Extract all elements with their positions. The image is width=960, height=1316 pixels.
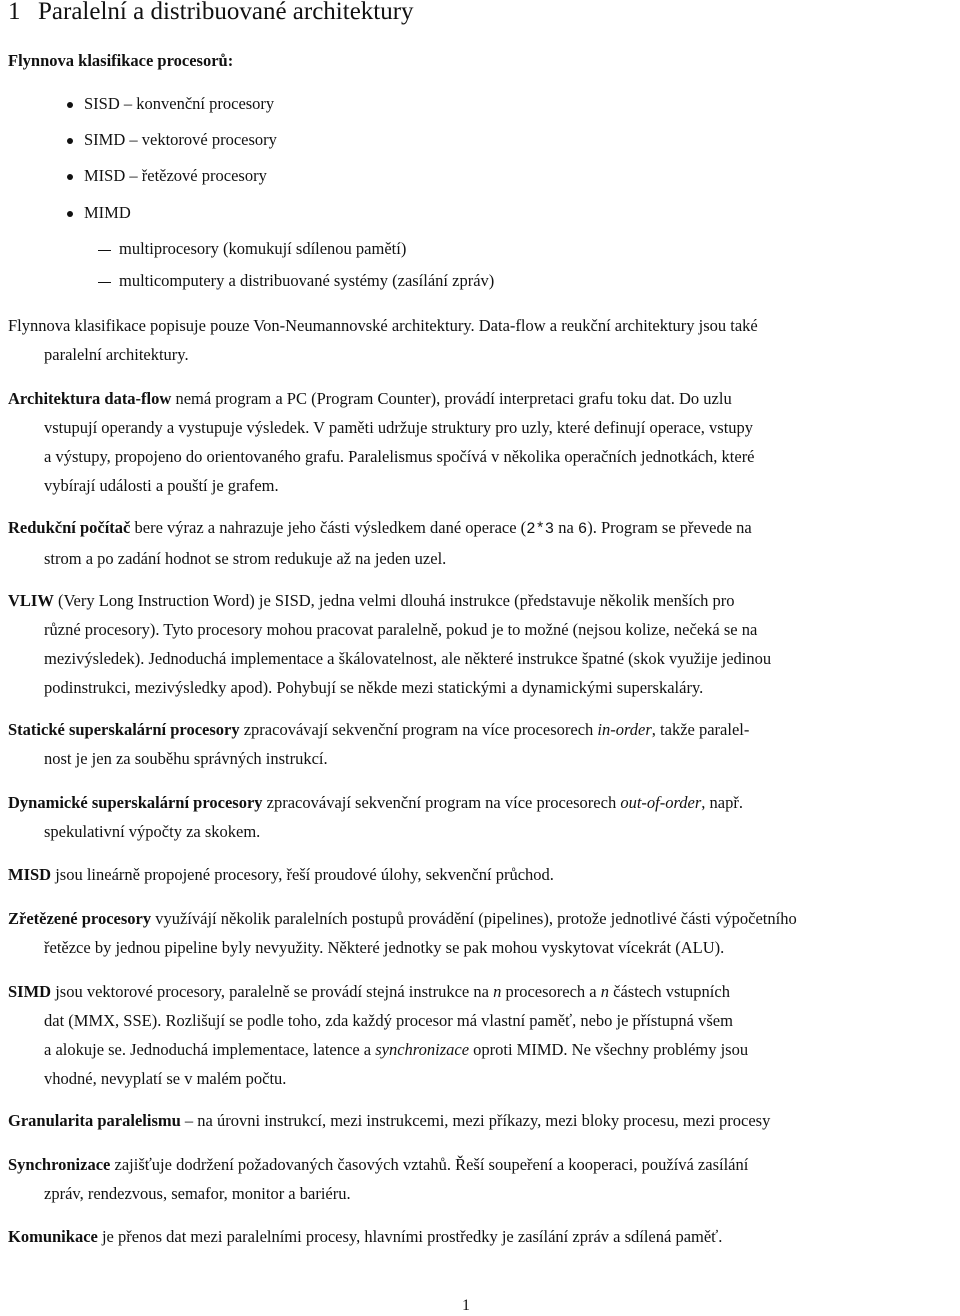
list-item bbox=[84, 130, 277, 150]
paragraph-flynn-note: Flynnova klasifikace popisuje pouze Von-Neumannovské architektury. Data-flow a reukční architektury jsou také paralelní architektury. bbox=[8, 316, 758, 364]
list-item bbox=[84, 94, 274, 114]
term: VLIW bbox=[8, 591, 54, 610]
list-item bbox=[84, 203, 131, 223]
list-item-text: MISD – řetězové procesory bbox=[84, 166, 267, 185]
paragraph-dynamic-superscalar: Dynamické superskalární procesory zpracovávají sekvenční program na více procesorech out-of-order, např. spekulativní výpočty za skokem. bbox=[8, 793, 743, 841]
sub-list-item-text: multicomputery a distribuované systémy (zasílání zpráv) bbox=[119, 271, 495, 290]
term: MISD bbox=[8, 865, 52, 884]
paragraph-misd: MISD jsou lineárně propojené procesory, řeší proudové úlohy, sekvenční průchod. bbox=[8, 865, 554, 884]
paragraph-reduction: Redukční počítač bere výraz a nahrazuje jeho části výsledkem dané operace (2*3 na 6). Program se převede na strom a po zadání hodnot se strom redukuje až na jeden uzel. bbox=[8, 518, 752, 568]
dash-icon bbox=[98, 282, 111, 283]
list-item-text: SISD – konvenční procesory bbox=[84, 94, 275, 113]
paragraph-dataflow: Architektura data-flow nemá program a PC (Program Counter), provádí interpretaci grafu toku dat. Do uzlu vstupují operandy a vystupuje výsledek. V paměti udržuje struktury pro uzly, které definují operace, vstupy a výstupy, propojeno do orientovaného grafu. Paralelismus spočívá v několika operačních jednotkách, které vybírají události a pouští je grafem. bbox=[8, 389, 755, 495]
term: Komunikace bbox=[8, 1227, 98, 1246]
term: SIMD bbox=[8, 982, 52, 1001]
term: Granularita paralelismu bbox=[8, 1111, 181, 1130]
term: Statické superskalární procesory bbox=[8, 720, 240, 739]
term: Zřetězené procesory bbox=[8, 909, 152, 928]
list-item bbox=[84, 166, 267, 186]
list-item-text: MIMD bbox=[84, 203, 131, 222]
paragraph-vliw: VLIW (Very Long Instruction Word) je SISD, jedna velmi dlouhá instrukce (představuje několik menších pro různé procesory). Tyto procesory mohou pracovat paralelně, pokud je to možné (nejsou kolize, nečeká se na mezivýsledek). Jednoduchá implementace a škálovatelnost, ale některé instrukce špatné (skok využije jedinou podinstrukci, mezivýsledky apod). Pohybují se někde mezi statickými a dynamickými superskaláry. bbox=[8, 591, 772, 697]
term: Redukční počítač bbox=[8, 518, 131, 537]
sub-list-item bbox=[119, 239, 406, 259]
page-number: 1 bbox=[462, 1297, 470, 1314]
section-heading bbox=[8, 0, 414, 26]
paragraph-granularity: Granularita paralelismu – na úrovni instrukcí, mezi instrukcemi, mezi příkazy, mezi bloky procesu, mezi procesy bbox=[8, 1111, 771, 1130]
paragraph-static-superscalar: Statické superskalární procesory zpracovávají sekvenční program na více procesorech in-order, takže paralel- nost je jen za souběhu správných instrukcí. bbox=[8, 720, 750, 768]
sub-list-item bbox=[119, 271, 494, 291]
bullet-icon bbox=[67, 138, 73, 144]
paragraph-synchronization: Synchronizace zajišťuje dodržení požadovaných časových vztahů. Řeší soupeření a kooperaci, používá zasílání zpráv, rendezvous, semafor, monitor a bariéru. bbox=[8, 1155, 749, 1203]
bullet-icon bbox=[67, 102, 73, 108]
section-title: Paralelní a distribuované architektury bbox=[38, 0, 414, 25]
bullet-icon bbox=[67, 211, 73, 217]
bullet-icon bbox=[67, 174, 73, 180]
paragraph-communication: Komunikace je přenos dat mezi paralelními procesy, hlavními prostředky je zasílání zpráv a sdílená paměť. bbox=[8, 1227, 723, 1246]
list-item-text: SIMD – vektorové procesory bbox=[84, 130, 277, 149]
term: Dynamické superskalární procesory bbox=[8, 793, 263, 812]
dash-icon bbox=[98, 250, 111, 251]
term: Architektura data-flow bbox=[8, 389, 172, 408]
term: Synchronizace bbox=[8, 1155, 111, 1174]
section-number: 1 bbox=[8, 0, 21, 25]
paragraph-pipelined: Zřetězené procesory využívájí několik paralelních postupů provádění (pipelines), protože jednotlivé části výpočetního řetězce by jednou pipeline byly nevyužity. Některé jednotky se pak mohou vyskytovat vícekrát (ALU). bbox=[8, 909, 797, 957]
flynn-title: Flynnova klasifikace procesorů: bbox=[8, 51, 234, 70]
paragraph-simd: SIMD jsou vektorové procesory, paralelně se provádí stejná instrukce na n procesorech a n částech vstupních dat (MMX, SSE). Rozlišují se podle toho, zda každý procesor má vlastní paměť, nebo je přístupná všem a alokuje se. Jednoduchá implementace, latence a synchronizace oproti MIMD. Ne všechny problémy jsou vhodné, nevyplatí se v malém počtu. bbox=[8, 982, 749, 1088]
sub-list-item-text: multiprocesory (komukují sdílenou pamětí) bbox=[119, 239, 407, 258]
